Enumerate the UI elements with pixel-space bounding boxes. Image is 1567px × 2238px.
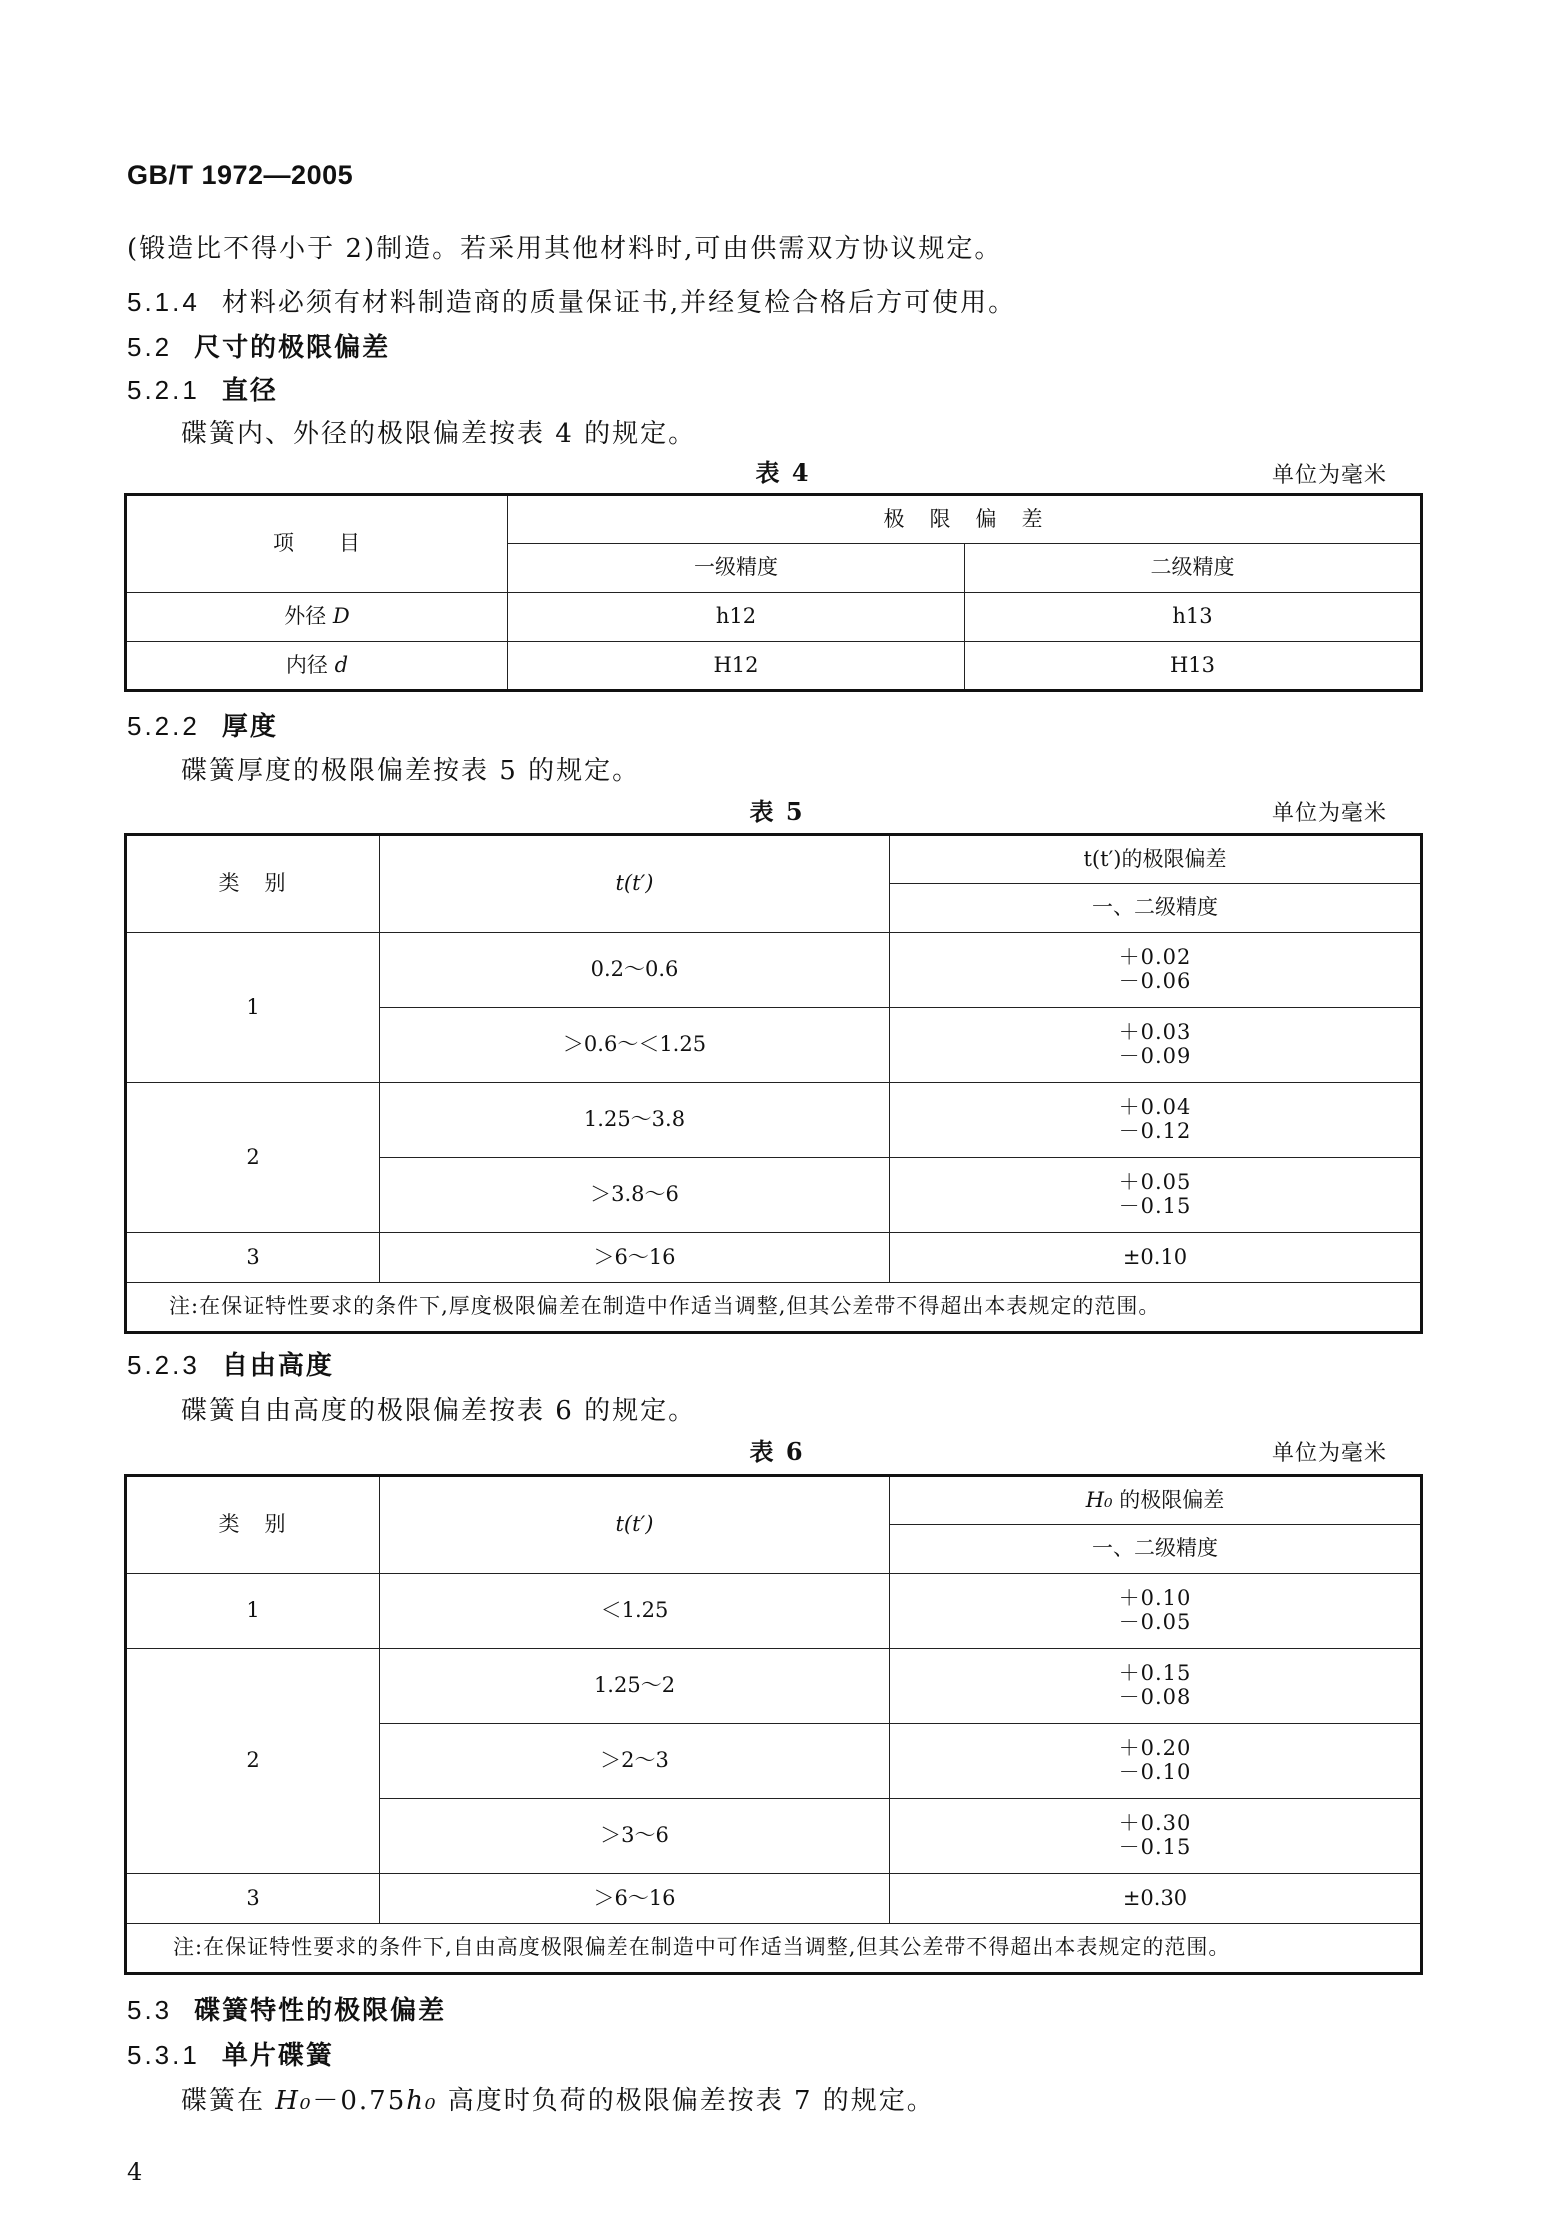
table-row (126, 1233, 1422, 1283)
table6-header-category: 类 别 (126, 1476, 380, 1574)
section-5-3-1 (127, 2035, 334, 2072)
table-row (126, 642, 1422, 691)
table5-range: 1.25～3.8 (380, 1083, 890, 1158)
table6-range: ＞6～16 (380, 1874, 890, 1924)
section-number: 5.3.1 (127, 2040, 200, 2070)
table4-header-item: 项 目 (126, 495, 508, 593)
table6-note: 注:在保证特性要求的条件下,自由高度极限偏差在制造中可作适当调整,但其公差带不得超出本表规定的范围。 (126, 1924, 1422, 1974)
table6-deviation: ＋0.10 －0.05 (890, 1574, 1422, 1649)
table5-range: 0.2～0.6 (380, 933, 890, 1008)
table5-range: ＞0.6～＜1.25 (380, 1008, 890, 1083)
table5-header-grade: 一、二级精度 (890, 884, 1422, 933)
table5-unit: 单位为毫米 (1272, 801, 1388, 826)
table6-header-t: t(t′) (380, 1476, 890, 1574)
table-5 (124, 833, 1423, 1334)
table5-header-category: 类 别 (126, 835, 380, 933)
paragraph-continued: (锻造比不得小于 2)制造。若采用其他材料时,可由供需双方协议规定。 (127, 234, 1003, 264)
section-title: 自由高度 (221, 1351, 334, 1381)
section-5-2-3 (127, 1345, 334, 1382)
table4-cell: H13 (965, 642, 1422, 691)
table5-caption: 表 5 (749, 797, 805, 826)
table6-header-limit: H₀ 的极限偏差 (890, 1476, 1422, 1525)
table6-deviation: ＋0.30 －0.15 (890, 1799, 1422, 1874)
table6-range: ＞3～6 (380, 1799, 890, 1874)
table5-deviation: ＋0.03 －0.09 (890, 1008, 1422, 1083)
section-5-1-4 (127, 282, 1016, 319)
paragraph-5-3-1: 碟簧在 H₀－0.75h₀ 高度时负荷的极限偏差按表 7 的规定。 (181, 2086, 935, 2116)
table4-row-label: 外径 D (126, 593, 508, 642)
table-row (126, 1874, 1422, 1924)
section-number: 5.3 (127, 1995, 173, 2025)
section-title: 单片碟簧 (221, 2041, 334, 2071)
table5-header-t: t(t′) (380, 835, 890, 933)
table-row (126, 593, 1422, 642)
table5-deviation: ＋0.05 －0.15 (890, 1158, 1422, 1233)
section-title: 碟簧特性的极限偏差 (194, 1996, 447, 2026)
table6-deviation: ±0.30 (890, 1874, 1422, 1924)
table-row (126, 933, 1422, 1008)
section-5-2-1 (127, 370, 278, 407)
table5-deviation: ±0.10 (890, 1233, 1422, 1283)
table-row (126, 1649, 1422, 1724)
paragraph-5-2-2: 碟簧厚度的极限偏差按表 5 的规定。 (181, 756, 641, 786)
table-row (126, 1083, 1422, 1158)
table6-range: ＜1.25 (380, 1574, 890, 1649)
section-title: 厚度 (221, 712, 278, 742)
table-row (126, 1574, 1422, 1649)
table6-deviation: ＋0.20 －0.10 (890, 1724, 1422, 1799)
table5-deviation: ＋0.02 －0.06 (890, 933, 1422, 1008)
table4-header-limit: 极 限 偏 差 (508, 495, 1422, 544)
table6-deviation: ＋0.15 －0.08 (890, 1649, 1422, 1724)
table4-cell: H12 (508, 642, 965, 691)
table4-header-grade1: 一级精度 (508, 544, 965, 593)
table6-category: 1 (126, 1574, 380, 1649)
table5-range: ＞3.8～6 (380, 1158, 890, 1233)
page-number: 4 (127, 2158, 143, 2186)
table6-caption: 表 6 (749, 1437, 805, 1466)
table5-category: 1 (126, 933, 380, 1083)
table6-unit: 单位为毫米 (1272, 1441, 1388, 1466)
table4-header-grade2: 二级精度 (965, 544, 1422, 593)
table-6 (124, 1474, 1423, 1975)
table6-header-grade: 一、二级精度 (890, 1525, 1422, 1574)
table6-range: 1.25～2 (380, 1649, 890, 1724)
section-number: 5.2 (127, 332, 173, 362)
section-5-2-2 (127, 706, 278, 743)
table5-note: 注:在保证特性要求的条件下,厚度极限偏差在制造中作适当调整,但其公差带不得超出本表规定的范围。 (126, 1283, 1422, 1333)
table6-range: ＞2～3 (380, 1724, 890, 1799)
table4-unit: 单位为毫米 (1272, 463, 1388, 488)
section-5-2 (127, 327, 390, 364)
section-title: 尺寸的极限偏差 (194, 333, 391, 363)
section-number: 5.2.3 (127, 1350, 200, 1380)
table4-caption: 表 4 (755, 458, 811, 487)
section-5-3 (127, 1990, 446, 2027)
table5-category: 2 (126, 1083, 380, 1233)
table5-deviation: ＋0.04 －0.12 (890, 1083, 1422, 1158)
table-4 (124, 493, 1423, 692)
table5-range: ＞6～16 (380, 1233, 890, 1283)
table4-cell: h13 (965, 593, 1422, 642)
section-number: 5.2.2 (127, 711, 200, 741)
table6-category: 2 (126, 1649, 380, 1874)
table5-header-limit: t(t′)的极限偏差 (890, 835, 1422, 884)
document-id: GB/T 1972—2005 (127, 160, 354, 190)
section-title: 直径 (221, 376, 278, 406)
paragraph-5-2-3: 碟簧自由高度的极限偏差按表 6 的规定。 (181, 1396, 697, 1426)
section-number: 5.1.4 (127, 287, 200, 317)
section-text: 材料必须有材料制造商的质量保证书,并经复检合格后方可使用。 (221, 288, 1017, 318)
table4-row-label: 内径 d (126, 642, 508, 691)
table5-category: 3 (126, 1233, 380, 1283)
section-number: 5.2.1 (127, 375, 200, 405)
table4-cell: h12 (508, 593, 965, 642)
table6-category: 3 (126, 1874, 380, 1924)
paragraph-5-2-1: 碟簧内、外径的极限偏差按表 4 的规定。 (181, 419, 697, 449)
